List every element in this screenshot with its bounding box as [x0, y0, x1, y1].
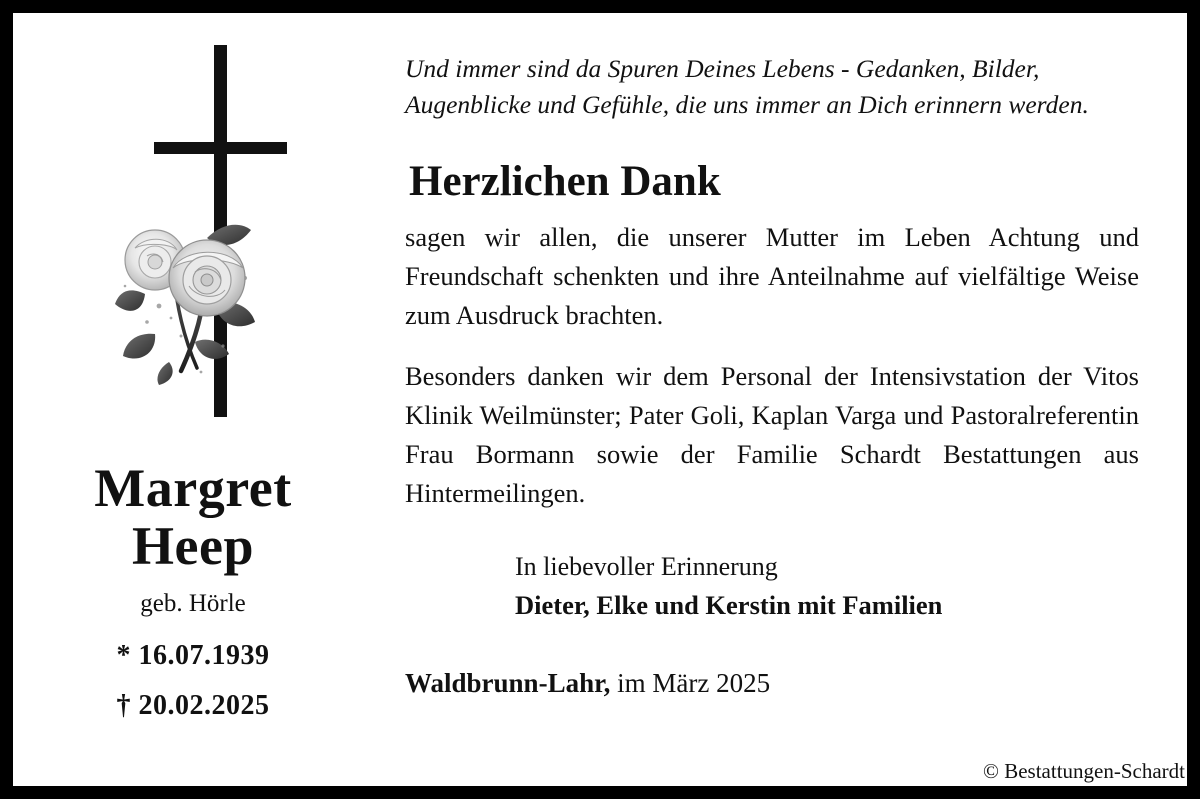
cross-crossbar-icon	[154, 142, 287, 154]
thanks-heading: Herzlichen Dank	[409, 158, 721, 206]
date-text: im März 2025	[617, 667, 771, 698]
cross-and-roses-emblem	[43, 31, 343, 431]
message-column	[373, 13, 1187, 786]
place-name: Waldbrunn-Lahr,	[405, 667, 611, 698]
memorial-verse: Und immer sind da Spuren Deines Lebens - Gedanken, Bilder, Augenblicke und Gefühle, die uns immer an Dich erinnern werden.	[405, 54, 1089, 120]
given-name: Margret	[94, 458, 292, 518]
birth-date: * 16.07.1939	[116, 639, 270, 671]
deceased-column	[13, 13, 373, 786]
thanks-paragraph-2: Besonders danken wir dem Personal der Intensivstation der Vitos Klinik Weilmünster; Pater Goli, Kaplan Varga und Pastoralreferentin Frau Bormann sowie der Familie Schardt Bestattungen aus Hintermeilingen.	[405, 361, 1139, 509]
place-and-date-line	[405, 668, 1139, 699]
thanks-paragraph-1: sagen wir allen, die unserer Mutter im Leben Achtung und Freundschaft schenkten und ihre Anteilnahme auf vielfältige Weise zum Ausdruck brachten.	[405, 222, 1139, 331]
maiden-name: geb. Hörle	[140, 589, 246, 617]
obituary-card-inner-frame	[10, 10, 1190, 789]
rose-bouquet-icon	[111, 186, 286, 386]
closing-line: In liebevoller Erinnerung	[515, 552, 778, 582]
death-date: † 20.02.2025	[116, 689, 270, 721]
family-signature: Dieter, Elke und Kerstin mit Familien	[515, 590, 943, 621]
publisher-credit: © Bestattungen-Schardt	[983, 759, 1185, 783]
deceased-name-block	[13, 459, 373, 722]
obituary-content	[13, 13, 1187, 786]
family-name: Heep	[132, 516, 254, 577]
closing-block	[405, 547, 1139, 626]
